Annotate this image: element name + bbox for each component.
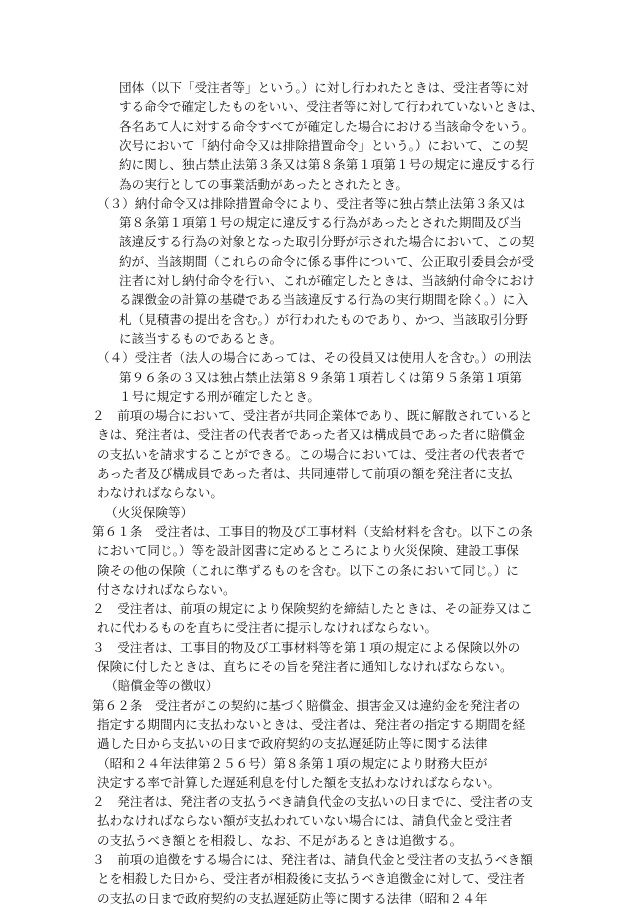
text-line: 決定する率で計算した遅延利息を付した額を支払わなければならない。 xyxy=(97,774,500,790)
text-line: １号に規定する刑が確定したとき。 xyxy=(119,388,320,404)
text-line: 団体（以下「受注者等」という。）に対し行われたときは、受注者等に対 xyxy=(119,80,529,95)
text-line: の支払の日まで政府契約の支払遅延防止等に関する法律（昭和２４年 xyxy=(97,890,488,906)
text-line: 注者に対し納付命令を行い、これが確定したときは、当該納付命令におけ xyxy=(119,273,535,288)
text-line: （昭和２４年法律第２５６号）第８条第１項の規定により財務大臣が xyxy=(97,755,488,771)
paragraph-start: ２ 前項の場合において、受注者が共同企業体であり、既に解散されていると xyxy=(92,408,533,424)
text-line: において同じ。）等を設計図書に定めるところにより火災保険、建設工事保 xyxy=(97,543,519,559)
text-line: 次号において「納付命令又は排除措置命令」という。）において、この契 xyxy=(119,137,529,153)
text-line: に該当するものであるとき。 xyxy=(119,330,283,346)
text-line: きは、発注者は、受注者の代表者であった者又は構成員であった者に賠償金 xyxy=(97,427,525,443)
paragraph-start: ３ 前項の追徴をする場合には、発注者は、請負代金と受注者の支払うべき額 xyxy=(92,852,533,867)
text-line: 約が、当該期間（これらの命令に係る事件について、公正取引委員会が受 xyxy=(119,253,535,269)
paragraph-start: ２ 発注者は、発注者の支払うべき請負代金の支払いの日までに、受注者の支 xyxy=(92,794,533,810)
text-line: れに代わるものを直ちに受注者に提示しなければならない。 xyxy=(97,620,438,636)
text-line: 各名あて人に対する命令すべてが確定した場合における当該命令をいう。 xyxy=(119,118,535,134)
text-line: 指定する期間内に支払わないときは、受注者は、発注者の指定する期間を経 xyxy=(97,716,526,732)
text-line: 保険に付したときは、直ちにその旨を発注者に通知しなければならない。 xyxy=(97,659,513,674)
text-line: の支払うべき額とを相殺し、なお、不足があるときは追徴する。 xyxy=(97,832,463,848)
text-line: 約に関し、独占禁止法第３条又は第８条第１項第１号の規定に違反する行 xyxy=(119,157,535,173)
paragraph-start: ３ 受注者は、工事目的物及び工事材料等を第１項の規定による保険以外の xyxy=(92,639,521,655)
text-line: 第８条第１項第１号の規定に違反する行為があったとされた期間及び当 xyxy=(119,215,522,231)
item-heading: （４）受注者（法人の場合にあっては、その役員又は使用人を含む。）の刑法 xyxy=(97,350,532,366)
article-caption: （火災保険等） xyxy=(105,504,194,520)
text-line: とを相殺した日から、受注者が相殺後に支払うべき追徴金に対して、受注者 xyxy=(97,871,525,887)
text-line: 払わなければならない額が支払われていない場合には、請負代金と受注者 xyxy=(97,813,513,829)
text-line: あった者及び構成員であった者は、共同連帯して前項の額を発注者に支払 xyxy=(97,466,513,481)
text-line: の支払いを請求することができる。この場合においては、受注者の代表者で xyxy=(97,446,526,462)
text-line: わなければならない。 xyxy=(97,485,223,501)
text-line: 険その他の保険（これに準ずるものを含む。以下この条において同じ。）に xyxy=(97,562,519,578)
article-heading: 第６１条 受注者は、工事目的物及び工事材料（支給材料を含む。以下この条 xyxy=(92,523,533,539)
text-line: 札（見積書の提出を含む。）が行われたものであり、かつ、当該取引分野 xyxy=(119,311,528,327)
paragraph-start: ２ 受注者は、前項の規定により保険契約を締結したときは、その証券又はこ xyxy=(92,601,533,617)
text-line: 過した日から支払いの日まで政府契約の支払遅延防止等に関する法律 xyxy=(97,736,488,752)
text-line: 付さなければならない。 xyxy=(97,581,236,597)
text-line: る課徴金の計算の基礎である当該違反する行為の実行期間を除く。）に入 xyxy=(119,292,529,308)
text-line: 該違反する行為の対象となった取引分野が示された場合において、この契 xyxy=(119,234,535,250)
text-line: 第９６条の３又は独占禁止法第８９条第１項若しくは第９５条第１項第 xyxy=(119,369,522,385)
item-heading: （３）納付命令又は排除措置命令により、受注者等に独占禁止法第３条又は xyxy=(97,195,526,211)
text-line: する命令で確定したものをいい、受注者等に対して行われていないときは、 xyxy=(119,99,544,115)
text-line: 為の実行としての事業活動があったとされたとき。 xyxy=(119,176,409,192)
article-caption: （賠償金等の徴収） xyxy=(105,678,219,694)
article-heading: 第６２条 受注者がこの契約に基づく賠償金、損害金又は違約金を発注者の xyxy=(92,697,521,713)
